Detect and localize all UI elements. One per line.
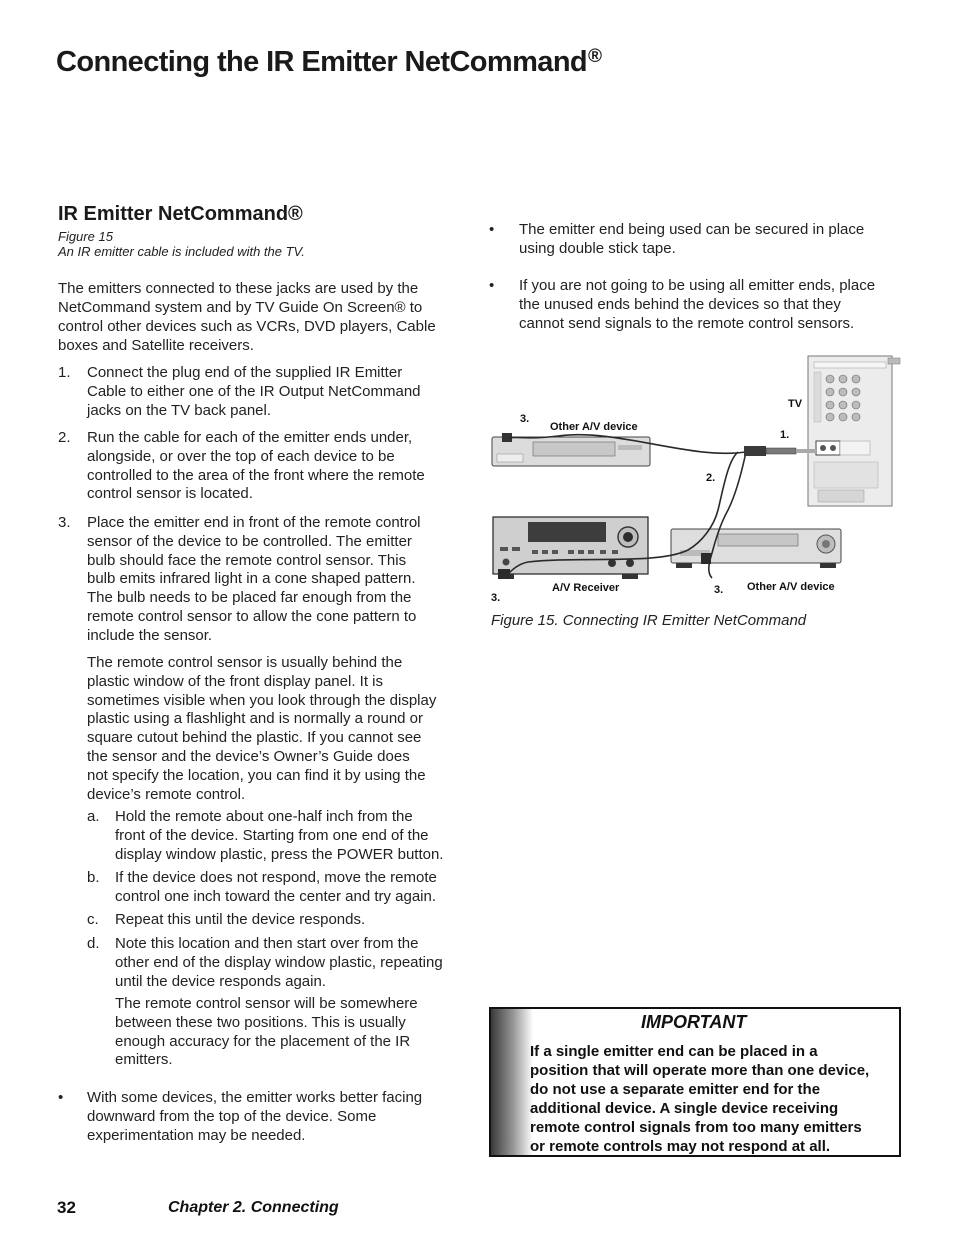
important-text-line: additional device. A single device receiving — [530, 1100, 839, 1117]
important-text — [530, 1042, 895, 1156]
substep-letter: b. — [87, 869, 100, 886]
bullet-text-line: the unused ends behind the devices so that they — [519, 295, 841, 313]
figure-note: An IR emitter cable is included with the TV. — [58, 244, 305, 259]
step-text-line: Cable to either one of the IR Output NetCommand — [87, 382, 421, 400]
step-text-line: bulb emits infrared light in a cone shaped pattern. — [87, 570, 416, 588]
important-gradient-bar — [491, 1009, 533, 1155]
important-box — [489, 1007, 901, 1157]
label-step-3-left: 3. — [491, 592, 501, 604]
substep-letter: c. — [87, 911, 99, 928]
bullet-text-line: downward from the top of the device. Some — [87, 1107, 377, 1125]
sensor-text-line: plastic using a flashlight and is normally a round or — [87, 710, 424, 728]
other-device-bottom — [671, 529, 841, 568]
step-text-line: sensor of the device to be controlled. The emitter — [87, 532, 412, 550]
page-title: Connecting the IR Emitter NetCommand® — [56, 46, 602, 78]
chapter-label: Chapter 2. Connecting — [168, 1199, 339, 1216]
step-text-line: jacks on the TV back panel. — [87, 401, 271, 419]
sensor-text-line: sometimes visible when you look through the display — [87, 691, 437, 709]
label-tv: TV — [788, 398, 803, 410]
bullet-mark: • — [489, 277, 495, 294]
tv-back-panel — [808, 356, 900, 506]
step-text-line: control sensor is located. — [87, 485, 253, 503]
label-other-device-bottom: Other A/V device — [747, 581, 835, 593]
substep-text-line: Hold the remote about one-half inch from the — [115, 808, 413, 825]
substep-text-line: Repeat this until the device responds. — [115, 911, 366, 928]
bullet-text-line: using double stick tape. — [519, 239, 676, 257]
bullet-mark: • — [489, 221, 495, 238]
label-other-device-top: Other A/V device — [550, 421, 638, 433]
bullet-text-line: With some devices, the emitter works better facing — [87, 1089, 423, 1106]
substep-text-line: until the device responds again. — [115, 972, 326, 990]
bullet-mark: • — [58, 1089, 64, 1106]
step-number: 2. — [58, 429, 71, 446]
important-text-line: position that will operate more than one device, — [530, 1062, 870, 1079]
step-text-line: bulb should face the remote control sensor. This — [87, 551, 407, 569]
subnote-text-line: between these two positions. This is usually — [115, 1013, 406, 1031]
important-text-line: or remote controls may not respond at all. — [530, 1138, 831, 1155]
subnote-text-line: emitters. — [115, 1051, 173, 1069]
substep-text-line: front of the device. Starting from one end of the — [115, 826, 429, 844]
sensor-text-line: device’s remote control. — [87, 785, 246, 803]
subnote-text-line: enough accuracy for the placement of the IR — [115, 1032, 411, 1050]
bullet-text-line: cannot send signals to the remote control sensors. — [519, 314, 855, 332]
substep-letter: d. — [87, 935, 100, 952]
step-number: 1. — [58, 364, 71, 381]
emitter-plug — [744, 446, 816, 456]
figure-label: Figure 15 — [58, 229, 113, 244]
sensor-text-line: the sensor and the device’s Owner’s Guide does — [87, 748, 410, 765]
label-step-3-right: 3. — [714, 584, 724, 596]
step-text-line: include the sensor. — [87, 626, 213, 644]
subnote-text-line: The remote control sensor will be somewhere — [115, 995, 418, 1012]
substep-text-line: Note this location and then start over from the — [115, 935, 419, 952]
step-text-line: Connect the plug end of the supplied IR Emitter — [87, 364, 403, 381]
step-text-line: Place the emitter end in front of the remote control — [87, 514, 421, 531]
label-av-receiver: A/V Receiver — [552, 582, 620, 594]
step-text-line: remote control sensor to allow the cone pattern to — [87, 608, 417, 625]
bullet-text-line: The emitter end being used can be secured in place — [519, 221, 865, 238]
label-step-2: 2. — [706, 472, 716, 484]
substep-text-line: display window plastic, press the POWER button. — [115, 845, 444, 863]
figure-caption: Figure 15. Connecting IR Emitter NetCommand — [491, 612, 807, 629]
important-text-line: If a single emitter end can be placed in a — [530, 1043, 818, 1060]
step-number: 3. — [58, 514, 71, 531]
intro-paragraph: The emitters connected to these jacks are used by the NetCommand system and by TV Guide On Screen® to control other devices such as VCRs, DVD players, Cable boxes and Satellite receivers. — [58, 280, 436, 354]
substep-text-line: control one inch toward the center and try again. — [115, 887, 437, 905]
step-text-line: Run the cable for each of the emitter ends under, — [87, 429, 413, 446]
av-receiver — [493, 517, 648, 579]
page-number: 32 — [57, 1198, 76, 1217]
sensor-text-line: square cutout behind the plastic. If you cannot see — [87, 729, 422, 747]
sensor-text-line: plastic window of the front display panel. It is — [87, 672, 383, 690]
connection-diagram — [488, 350, 903, 610]
step-text-line: The bulb needs to be placed far enough from the — [87, 589, 412, 607]
substep-letter: a. — [87, 808, 100, 825]
important-heading: IMPORTANT — [641, 1012, 747, 1032]
label-step-1: 1. — [780, 429, 790, 441]
registered-mark: ® — [588, 46, 602, 67]
important-text-line: do not use a separate emitter end for the — [530, 1081, 821, 1098]
sensor-text-line: not specify the location, you can find it by using the — [87, 766, 426, 784]
substep-text-line: If the device does not respond, move the remote — [115, 869, 437, 886]
bullet-text-line: If you are not going to be using all emitter ends, place — [519, 277, 876, 294]
bullet-text-line: experimentation may be needed. — [87, 1126, 306, 1144]
sensor-text-line: The remote control sensor is usually behind the — [87, 654, 403, 671]
important-text-line: remote control signals from too many emitters — [530, 1119, 862, 1136]
label-step-3-top: 3. — [520, 413, 530, 425]
substep-text-line: other end of the display window plastic, repeating — [115, 953, 443, 971]
step-text-line: alongside, or over the top of each device to be — [87, 447, 395, 465]
section-heading: IR Emitter NetCommand® — [58, 203, 303, 225]
step-text-line: controlled to the area of the front where the remote — [87, 466, 425, 484]
